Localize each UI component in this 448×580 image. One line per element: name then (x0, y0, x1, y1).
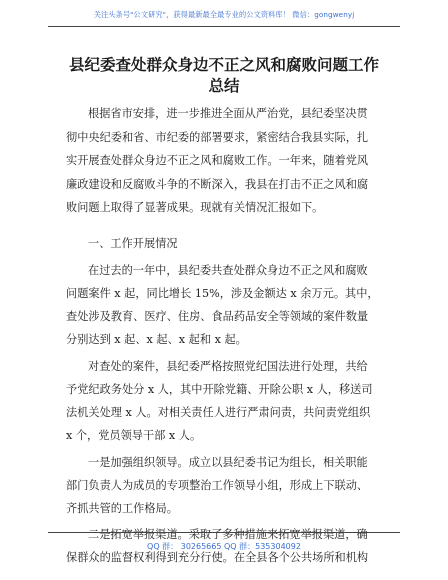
body-line: 法机关处理 x 人。对相关责任人进行严肃问责，共问责党组织 (66, 406, 371, 419)
body-line: 查处涉及教育、医疗、住房、食品药品安全等领域的案件数量 (66, 310, 369, 323)
body-line: 根据省市安排，进一步推进全面从严治党，县纪委坚决贯 (88, 107, 368, 120)
header-divider (48, 26, 400, 27)
body-line: 彻中央纪委和省、市纪委的部署要求，紧密结合我县实际，扎 (66, 131, 369, 144)
document-title-line-2: 总结 (208, 77, 240, 95)
body-line: 齐抓共管的工作格局。 (66, 502, 178, 515)
body-line: 一、工作开展情况 (88, 237, 178, 250)
body-line: 保群众的监督权利得到充分行使。在全县各个公共场所和机构 (66, 551, 369, 564)
body-line: 分别达到 x 起、x 起、x 起和 x 起。 (66, 333, 247, 346)
footer-contact: QQ 群： 30265665 QQ 群：535304092 (147, 542, 301, 551)
body-line: x 个，党员领导干部 x 人。 (66, 429, 202, 442)
body-line: 部门负责人为成员的专项整治工作领导小组，形成上下联动、 (66, 479, 369, 492)
body-line: 实开展查处群众身边不正之风和腐败工作。一年来，随着党风 (66, 154, 369, 167)
document-title-line-1: 县纪委查处群众身边不正之风和腐败问题工作 (68, 56, 379, 74)
body-line: 对查处的案件，县纪委严格按照党纪国法进行处理，共给 (88, 360, 368, 373)
body-line: 败问题上取得了显著成果。现就有关情况汇报如下。 (66, 201, 324, 214)
body-line: 一是加强组织领导。成立以县纪委书记为组长，相关职能 (88, 456, 368, 469)
footer-divider (48, 532, 400, 533)
body-line: 予党纪政务处分 x 人，其中开除党籍、开除公职 x 人，移送司 (66, 383, 373, 396)
body-line: 廉政建设和反腐败斗争的不断深入，我县在打击不正之风和腐 (66, 178, 369, 191)
body-line: 问题案件 x 起，同比增长 15%，涉及金额达 x 余万元。其中， (66, 287, 379, 300)
header-banner: 关注头条号"公文研究"，获得最新最全最专业的公文资料库！ 微信：gongwenyj (93, 10, 355, 19)
body-line: 在过去的一年中，县纪委共查处群众身边不正之风和腐败 (88, 264, 368, 277)
body-line: 二是拓宽举报渠道。采取了多种措施来拓宽举报渠道，确 (88, 528, 368, 541)
